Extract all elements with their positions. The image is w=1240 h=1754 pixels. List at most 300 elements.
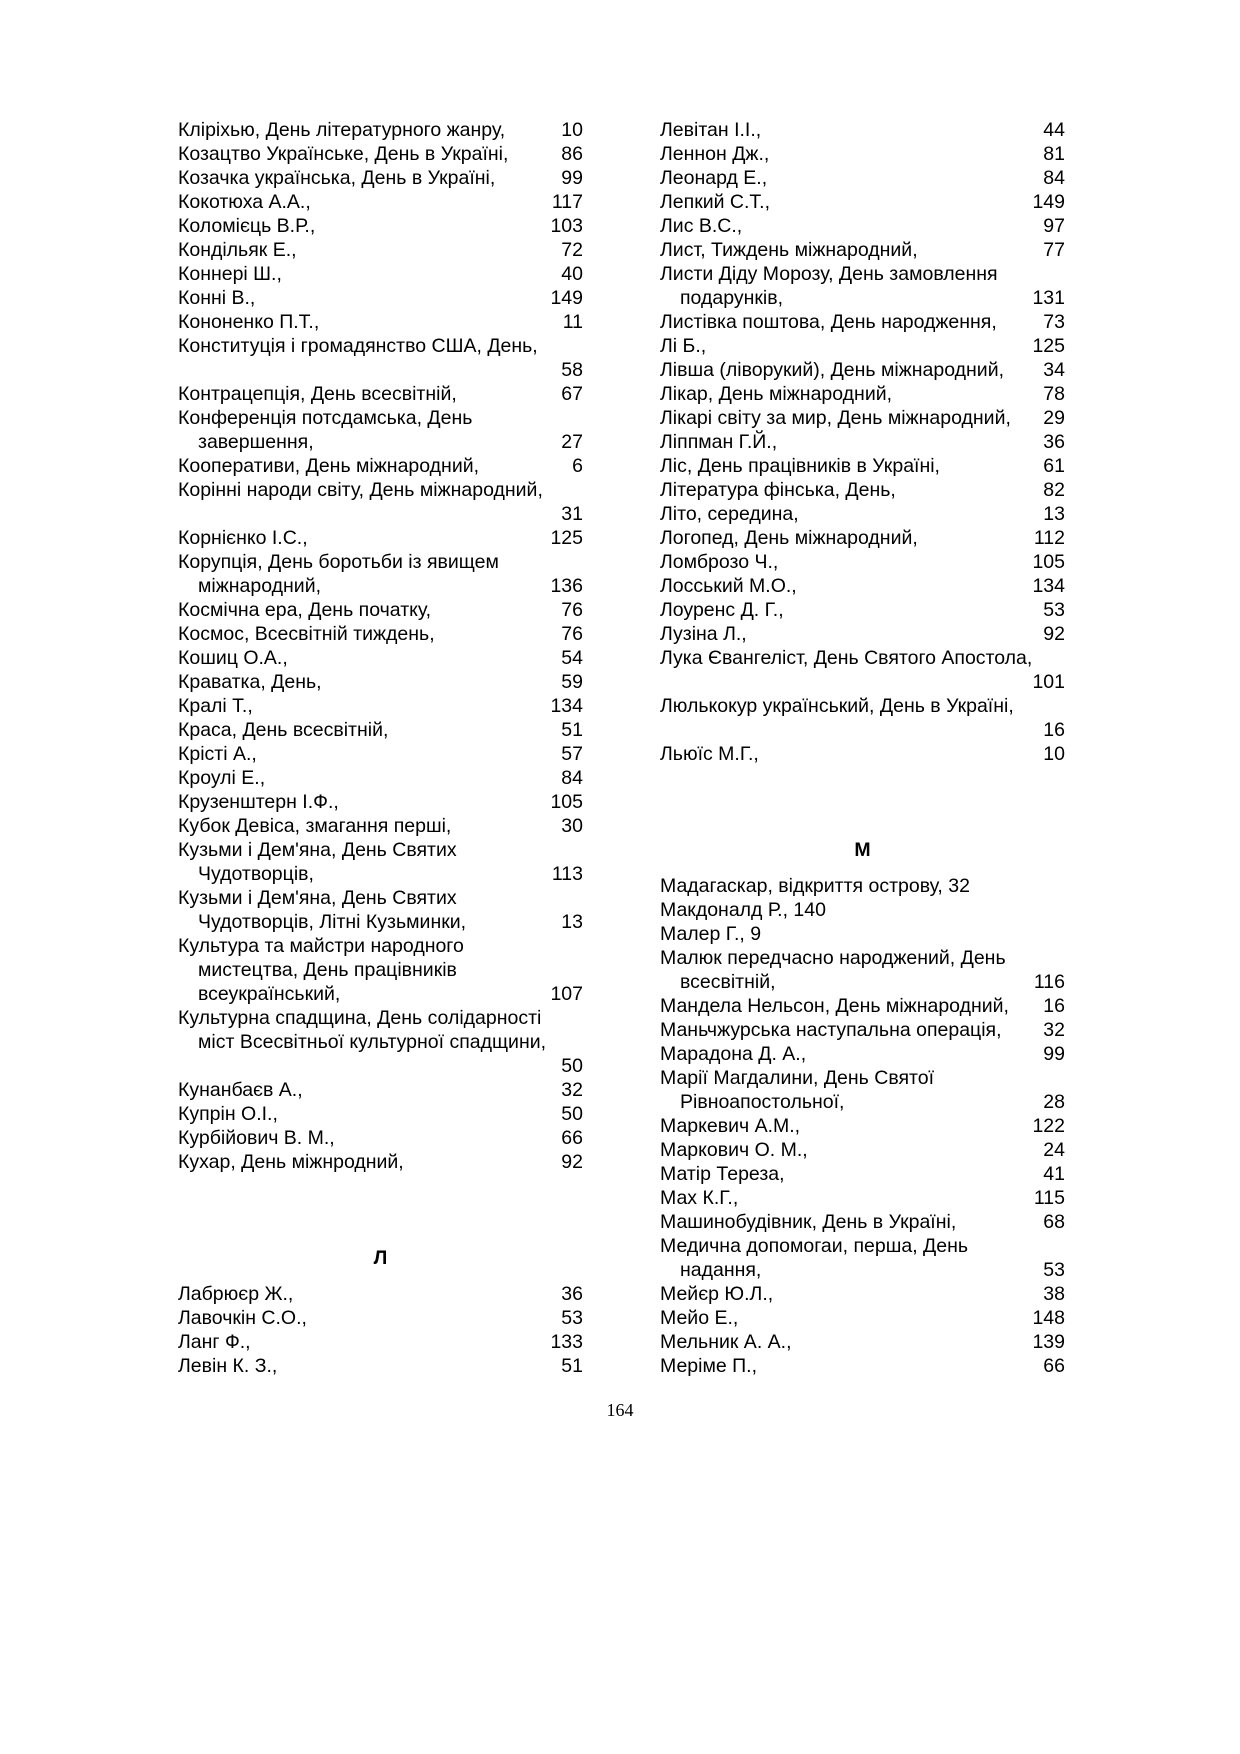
index-entry	[660, 1282, 1065, 1306]
entry-text: Кондільяк Е.,	[178, 239, 297, 261]
entry-line	[178, 286, 583, 310]
entry-text: Маркович О. М.,	[660, 1139, 808, 1161]
entry-line	[660, 118, 1065, 142]
index-entry	[660, 1186, 1065, 1210]
entry-line	[178, 694, 583, 718]
entry-text: Культура та майстри народного	[178, 935, 464, 957]
entry-line	[660, 238, 1065, 262]
entry-text: надання,	[680, 1259, 762, 1281]
entry-line	[178, 1150, 583, 1174]
index-entry	[660, 994, 1065, 1018]
entry-text: Корінні народи світу, День міжнародний,	[178, 479, 543, 501]
index-entry	[178, 478, 583, 526]
entry-line	[660, 142, 1065, 166]
index-entry	[660, 574, 1065, 598]
entry-page-number: 73	[1043, 311, 1065, 333]
index-section-l-continued	[660, 118, 1065, 766]
index-entry	[660, 598, 1065, 622]
entry-page-number: 117	[551, 191, 583, 213]
section-heading-l: Л	[373, 1247, 388, 1269]
entry-page-number: 134	[1032, 575, 1065, 597]
entry-page-number: 36	[561, 1283, 583, 1305]
entry-text: Малюк передчасно народжений, День	[660, 947, 1006, 969]
index-entry	[660, 646, 1065, 694]
entry-text: Коломієць В.Р.,	[178, 215, 316, 237]
index-entry	[660, 430, 1065, 454]
index-entry	[178, 838, 583, 886]
entry-page-number: 50	[561, 1103, 583, 1125]
entry-page-number: 107	[550, 983, 583, 1005]
entry-text: Маньчжурська наступальна операція,	[660, 1019, 1002, 1041]
index-entry	[660, 922, 1065, 946]
entry-line	[178, 622, 583, 646]
entry-page-number: 148	[1032, 1307, 1065, 1329]
index-entry	[660, 550, 1065, 574]
entry-page-number: 82	[1043, 479, 1065, 501]
entry-page-number: 61	[1043, 455, 1065, 477]
entry-line	[660, 1330, 1065, 1354]
entry-page-number: 72	[561, 239, 583, 261]
index-entry	[178, 670, 583, 694]
entry-line	[660, 166, 1065, 190]
index-entry	[660, 1354, 1065, 1378]
entry-continuation-line	[660, 286, 1065, 310]
entry-text: Лі Б.,	[660, 335, 707, 357]
entry-text: Лікар, День міжнародний,	[660, 383, 893, 405]
entry-continuation-line	[178, 982, 583, 1006]
index-entry	[660, 406, 1065, 430]
entry-line	[660, 1210, 1065, 1234]
index-entry	[660, 622, 1065, 646]
entry-page-number: 30	[561, 815, 583, 837]
entry-text: Леннон Дж.,	[660, 143, 770, 165]
entry-page-number: 105	[1032, 551, 1065, 573]
entry-line	[660, 550, 1065, 574]
entry-text: всесвітній,	[680, 971, 776, 993]
index-entry	[660, 334, 1065, 358]
index-entry	[660, 166, 1065, 190]
entry-page-number: 149	[1032, 191, 1065, 213]
entry-continuation-line	[660, 718, 1065, 742]
entry-page-number: 29	[1043, 407, 1065, 429]
entry-text: Мельник А. А.,	[660, 1331, 792, 1353]
entry-text: Медична допомогаи, перша, День	[660, 1235, 969, 1257]
entry-text: мистецтва, День працівників	[198, 959, 457, 981]
index-entry	[178, 262, 583, 286]
index-entry	[660, 238, 1065, 262]
index-column-right	[660, 118, 1065, 1378]
entry-text: Логопед, День міжнародний,	[660, 527, 918, 549]
entry-text: Лепкий С.Т.,	[660, 191, 771, 213]
entry-text: Крісті А.,	[178, 743, 257, 765]
index-section-m	[660, 874, 1065, 1378]
entry-text: Макдоналд Р., 140	[660, 899, 826, 921]
index-entry	[660, 526, 1065, 550]
entry-page-number: 77	[1043, 239, 1065, 261]
entry-page-number: 139	[1032, 1331, 1065, 1353]
entry-continuation-line	[178, 1030, 583, 1054]
index-entry	[660, 1018, 1065, 1042]
entry-page-number: 32	[561, 1079, 583, 1101]
entry-line	[178, 1078, 583, 1102]
index-entry	[178, 1354, 583, 1378]
index-entry	[660, 214, 1065, 238]
entry-page-number: 32	[1043, 1019, 1065, 1041]
entry-page-number: 113	[551, 863, 583, 885]
entry-text: Листівка поштова, День народження,	[660, 311, 997, 333]
index-section-k	[178, 118, 583, 1174]
index-section-l	[178, 1282, 583, 1378]
entry-text: Лавочкін С.О.,	[178, 1307, 307, 1329]
index-entry	[660, 478, 1065, 502]
index-entry	[178, 286, 583, 310]
entry-text: Марії Магдалини, День Святої	[660, 1067, 935, 1089]
entry-continuation-line	[660, 970, 1065, 994]
entry-text: всеукраїнський,	[198, 983, 341, 1005]
index-entry	[178, 718, 583, 742]
entry-page-number: 53	[561, 1307, 583, 1329]
entry-line	[178, 478, 583, 502]
entry-page-number: 115	[1033, 1187, 1065, 1209]
index-entry	[660, 898, 1065, 922]
entry-text: міжнародний,	[198, 575, 322, 597]
index-entry	[178, 934, 583, 1006]
index-entry	[178, 334, 583, 382]
entry-page-number: 92	[1043, 623, 1065, 645]
entry-line	[178, 1006, 583, 1030]
entry-page-number: 134	[550, 695, 583, 717]
entry-line	[660, 1138, 1065, 1162]
entry-page-number: 28	[1043, 1091, 1065, 1113]
entry-line	[660, 598, 1065, 622]
entry-page-number: 59	[561, 671, 583, 693]
entry-text: Лоуренс Д. Г.,	[660, 599, 784, 621]
entry-text: Лука Євангеліст, День Святого Апостола,	[660, 647, 1033, 669]
index-entry	[660, 310, 1065, 334]
entry-text: Чудотворців, Літні Кузьминки,	[198, 911, 467, 933]
entry-page-number: 112	[1033, 527, 1065, 549]
index-entry	[178, 118, 583, 142]
entry-text: Ломброзо Ч.,	[660, 551, 779, 573]
entry-page-number: 76	[561, 623, 583, 645]
entry-text: Малер Г., 9	[660, 923, 762, 945]
entry-page-number: 66	[561, 1127, 583, 1149]
entry-text: Космос, Всесвітній тиждень,	[178, 623, 435, 645]
page-number: 164	[606, 1400, 634, 1420]
entry-text: Лівша (ліворукий), День міжнародний,	[660, 359, 1005, 381]
entry-page-number: 136	[550, 575, 583, 597]
index-entry	[178, 598, 583, 622]
entry-page-number: 78	[1043, 383, 1065, 405]
index-entry	[178, 646, 583, 670]
entry-line	[660, 694, 1065, 718]
entry-continuation-line	[178, 1054, 583, 1078]
entry-page-number: 31	[561, 503, 583, 525]
entry-continuation-line	[660, 1090, 1065, 1114]
entry-text: Краса, День всесвітній,	[178, 719, 389, 741]
entry-line	[178, 1282, 583, 1306]
entry-page-number: 122	[1032, 1115, 1065, 1137]
index-entry	[660, 1234, 1065, 1282]
entry-text: Матір Тереза,	[660, 1163, 785, 1185]
entry-line	[660, 898, 1065, 922]
index-entry	[178, 406, 583, 454]
index-entry	[660, 1162, 1065, 1186]
entry-page-number: 10	[561, 119, 583, 141]
entry-text: Козацтво Українське, День в Україні,	[178, 143, 509, 165]
entry-line	[660, 622, 1065, 646]
entry-text: подарунків,	[680, 287, 783, 309]
entry-line	[660, 994, 1065, 1018]
entry-page-number: 53	[1043, 599, 1065, 621]
entry-line	[660, 454, 1065, 478]
entry-text: міст Всесвітньої культурної спадщини,	[198, 1031, 547, 1053]
entry-page-number: 27	[561, 431, 583, 453]
entry-page-number: 11	[562, 311, 583, 333]
index-entry	[178, 622, 583, 646]
entry-text: Лабрюєр Ж.,	[178, 1283, 294, 1305]
entry-page-number: 50	[561, 1055, 583, 1077]
entry-line	[660, 1162, 1065, 1186]
entry-text: Кралі Т.,	[178, 695, 253, 717]
index-entry	[178, 1006, 583, 1078]
entry-line	[178, 934, 583, 958]
entry-text: Конференція потсдамська, День	[178, 407, 473, 429]
entry-line	[178, 454, 583, 478]
entry-line	[178, 742, 583, 766]
entry-text: Листи Діду Морозу, День замовлення	[660, 263, 998, 285]
entry-text: Курбійович В. М.,	[178, 1127, 335, 1149]
entry-text: Крузенштерн І.Ф.,	[178, 791, 339, 813]
index-entry	[660, 1066, 1065, 1114]
entry-line	[660, 262, 1065, 286]
index-entry	[178, 382, 583, 406]
entry-line	[178, 790, 583, 814]
entry-line	[178, 718, 583, 742]
entry-text: Кузьми і Дем'яна, День Святих	[178, 887, 457, 909]
entry-continuation-line	[178, 958, 583, 982]
index-entry	[178, 1330, 583, 1354]
index-entry	[660, 694, 1065, 742]
entry-page-number: 53	[1043, 1259, 1065, 1281]
entry-line	[660, 430, 1065, 454]
entry-page-number: 36	[1043, 431, 1065, 453]
entry-text: Конституція і громадянство США, День,	[178, 335, 538, 357]
entry-line	[660, 478, 1065, 502]
entry-line	[660, 334, 1065, 358]
entry-text: Машинобудівник, День в Україні,	[660, 1211, 957, 1233]
index-entry	[660, 946, 1065, 994]
entry-text: Культурна спадщина, День солідарності	[178, 1007, 542, 1029]
index-entry	[178, 550, 583, 598]
entry-page-number: 58	[561, 359, 583, 381]
entry-line	[178, 1330, 583, 1354]
entry-page-number: 131	[1032, 287, 1065, 309]
entry-text: Конні В.,	[178, 287, 256, 309]
index-entry	[660, 142, 1065, 166]
entry-page-number: 10	[1043, 743, 1065, 765]
index-entry	[178, 886, 583, 934]
index-entry	[660, 118, 1065, 142]
index-entry	[178, 310, 583, 334]
index-entry	[178, 166, 583, 190]
entry-line	[178, 1126, 583, 1150]
index-entry	[178, 238, 583, 262]
entry-text: Лікарі світу за мир, День міжнародний,	[660, 407, 1011, 429]
entry-line	[178, 526, 583, 550]
entry-page-number: 84	[1043, 167, 1065, 189]
entry-page-number: 84	[561, 767, 583, 789]
entry-text: Література фінська, День,	[660, 479, 896, 501]
entry-line	[660, 742, 1065, 766]
entry-text: Ланг Ф.,	[178, 1331, 251, 1353]
index-entry	[178, 1102, 583, 1126]
entry-text: Леонард Е.,	[660, 167, 768, 189]
entry-page-number: 81	[1043, 143, 1065, 165]
entry-page-number: 125	[550, 527, 583, 549]
entry-line	[660, 646, 1065, 670]
entry-line	[178, 1306, 583, 1330]
entry-page-number: 86	[561, 143, 583, 165]
index-entry	[178, 214, 583, 238]
entry-text: Мадагаскар, відкриття острову, 32	[660, 875, 970, 897]
entry-page-number: 51	[561, 719, 583, 741]
entry-text: Чудотворців,	[198, 863, 314, 885]
entry-line	[660, 526, 1065, 550]
index-entry	[660, 874, 1065, 898]
index-entry	[178, 1078, 583, 1102]
entry-line	[178, 766, 583, 790]
entry-line	[178, 1102, 583, 1126]
index-entry	[660, 1306, 1065, 1330]
entry-text: Лист, Тиждень міжнародний,	[660, 239, 918, 261]
entry-page-number: 76	[561, 599, 583, 621]
entry-page-number: 34	[1043, 359, 1065, 381]
entry-text: Космічна ера, День початку,	[178, 599, 432, 621]
entry-text: Коннері Ш.,	[178, 263, 282, 285]
index-entry	[660, 1042, 1065, 1066]
entry-text: Кооперативи, День міжнародний,	[178, 455, 480, 477]
entry-text: Мейєр Ю.Л.,	[660, 1283, 774, 1305]
index-entry	[178, 1126, 583, 1150]
entry-text: Корупція, День боротьби із явищем	[178, 551, 499, 573]
index-entry	[660, 262, 1065, 310]
entry-continuation-line	[178, 502, 583, 526]
index-entry	[178, 694, 583, 718]
entry-line	[178, 814, 583, 838]
index-entry	[178, 790, 583, 814]
entry-line	[660, 1306, 1065, 1330]
entry-text: Мах К.Г.,	[660, 1187, 739, 1209]
entry-text: Контрацепція, День всесвітній,	[178, 383, 457, 405]
entry-page-number: 57	[561, 743, 583, 765]
entry-line	[660, 1354, 1065, 1378]
entry-page-number: 116	[1033, 971, 1065, 993]
entry-page-number: 16	[1043, 995, 1065, 1017]
entry-text: Льюїс М.Г.,	[660, 743, 759, 765]
entry-text: Кроулі Е.,	[178, 767, 266, 789]
entry-text: Ліс, День працівників в Україні,	[660, 455, 940, 477]
entry-page-number: 105	[550, 791, 583, 813]
entry-text: Мейо Е.,	[660, 1307, 739, 1329]
entry-text: Меріме П.,	[660, 1355, 758, 1377]
entry-line	[660, 214, 1065, 238]
index-entry	[178, 742, 583, 766]
index-entry	[178, 1282, 583, 1306]
index-entry	[660, 1210, 1065, 1234]
entry-page-number: 13	[1043, 503, 1065, 525]
entry-line	[178, 838, 583, 862]
entry-line	[178, 310, 583, 334]
entry-page-number: 67	[561, 383, 583, 405]
entry-line	[178, 334, 583, 358]
entry-text: Кухар, День міжнродний,	[178, 1151, 404, 1173]
entry-line	[178, 406, 583, 430]
entry-continuation-line	[178, 862, 583, 886]
entry-line	[660, 382, 1065, 406]
entry-continuation-line	[178, 430, 583, 454]
entry-line	[178, 166, 583, 190]
entry-page-number: 6	[572, 455, 583, 477]
entry-text: Кошиц О.А.,	[178, 647, 288, 669]
entry-text: Козачка українська, День в Україні,	[178, 167, 496, 189]
entry-page-number: 24	[1043, 1139, 1065, 1161]
entry-line	[178, 886, 583, 910]
entry-text: Маркевич А.М.,	[660, 1115, 801, 1137]
index-entry	[660, 1330, 1065, 1354]
entry-line	[660, 1018, 1065, 1042]
entry-page-number: 125	[1032, 335, 1065, 357]
entry-line	[178, 598, 583, 622]
entry-line	[178, 238, 583, 262]
entry-line	[660, 358, 1065, 382]
entry-text: Кокотюха А.А.,	[178, 191, 311, 213]
index-entry	[660, 190, 1065, 214]
index-entry	[178, 190, 583, 214]
entry-text: Кононенко П.Т.,	[178, 311, 320, 333]
entry-page-number: 133	[550, 1331, 583, 1353]
entry-text: Корнієнко І.С.,	[178, 527, 308, 549]
entry-line	[178, 118, 583, 142]
entry-text: Кузьми і Дем'яна, День Святих	[178, 839, 457, 861]
entry-page-number: 66	[1043, 1355, 1065, 1377]
index-entry	[660, 358, 1065, 382]
entry-continuation-line	[178, 574, 583, 598]
entry-text: Кунанбаєв А.,	[178, 1079, 303, 1101]
index-entry	[178, 1150, 583, 1174]
entry-line	[178, 646, 583, 670]
index-entry	[178, 766, 583, 790]
entry-line	[178, 1354, 583, 1378]
entry-text: Левітан І.І.,	[660, 119, 762, 141]
entry-text: Левін К. З.,	[178, 1355, 278, 1377]
entry-page-number: 92	[561, 1151, 583, 1173]
entry-text: Краватка, День,	[178, 671, 322, 693]
entry-line	[178, 190, 583, 214]
entry-line	[660, 1234, 1065, 1258]
entry-page-number: 51	[561, 1355, 583, 1377]
entry-text: Рівноапостольної,	[680, 1091, 845, 1113]
entry-page-number: 44	[1043, 119, 1065, 141]
index-entry	[660, 382, 1065, 406]
entry-page-number: 68	[1043, 1211, 1065, 1233]
index-entry	[178, 142, 583, 166]
index-entry	[660, 454, 1065, 478]
entry-line	[660, 190, 1065, 214]
entry-line	[660, 406, 1065, 430]
index-entry	[178, 1306, 583, 1330]
entry-text: Кліріхью, День літературного жанру,	[178, 119, 506, 141]
